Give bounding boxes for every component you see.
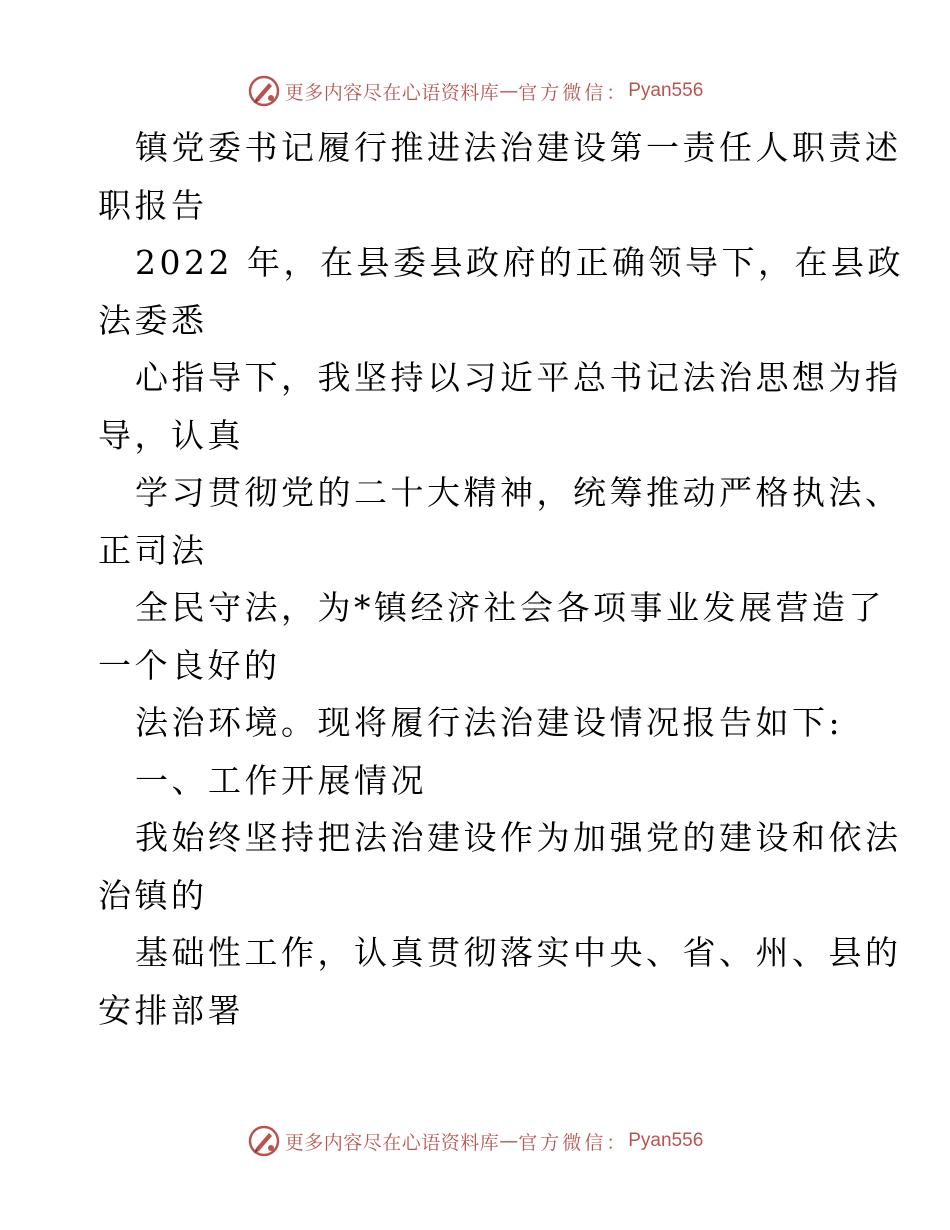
- doc-line: 全民守法，为*镇经济社会各项事业发展营造了: [135, 588, 885, 627]
- watermark-dash: —: [499, 80, 519, 102]
- watermark-id: Pyan556: [628, 80, 704, 101]
- doc-line: 基础性工作，认真贯彻落实中央、省、州、县的: [135, 933, 902, 972]
- doc-line: 导，认真: [98, 415, 244, 455]
- doc-line: 镇党委书记履行推进法治建设第一责任人职责述: [135, 128, 902, 167]
- watermark-id: Pyan556: [628, 1130, 704, 1151]
- watermark-main-text: 更多内容尽在心语资料库: [284, 81, 500, 104]
- quill-logo-icon: [247, 1124, 281, 1158]
- doc-line: 治镇的: [98, 875, 208, 915]
- doc-line: 法治环境。现将履行法治建设情况报告如下:: [135, 703, 844, 742]
- doc-line: 学习贯彻党的二十大精神，统筹推动严格执法、: [135, 473, 902, 512]
- doc-line: 正司法: [98, 530, 208, 570]
- section-heading: 一、工作开展情况: [135, 760, 427, 800]
- watermark-label: 官方微信：: [518, 1131, 629, 1154]
- watermark-dash: —: [499, 1130, 519, 1152]
- doc-line: 法委悉: [98, 300, 208, 340]
- doc-line: 我始终坚持把法治建设作为加强党的建设和依法: [135, 818, 902, 857]
- doc-line: 职报告: [98, 185, 208, 225]
- watermark-label: 官方微信：: [518, 81, 629, 104]
- quill-logo-icon: [247, 74, 281, 108]
- watermark-main-text: 更多内容尽在心语资料库: [284, 1131, 500, 1154]
- document-body: [98, 119, 904, 1039]
- header-watermark: [0, 71, 950, 111]
- doc-line: 安排部署: [98, 990, 244, 1030]
- doc-line: 心指导下，我坚持以习近平总书记法治思想为指: [135, 358, 902, 397]
- doc-line: 2022 年，在县委县政府的正确领导下，在县政: [135, 243, 904, 282]
- footer-watermark: [0, 1121, 950, 1161]
- doc-line: 一个良好的: [98, 645, 281, 685]
